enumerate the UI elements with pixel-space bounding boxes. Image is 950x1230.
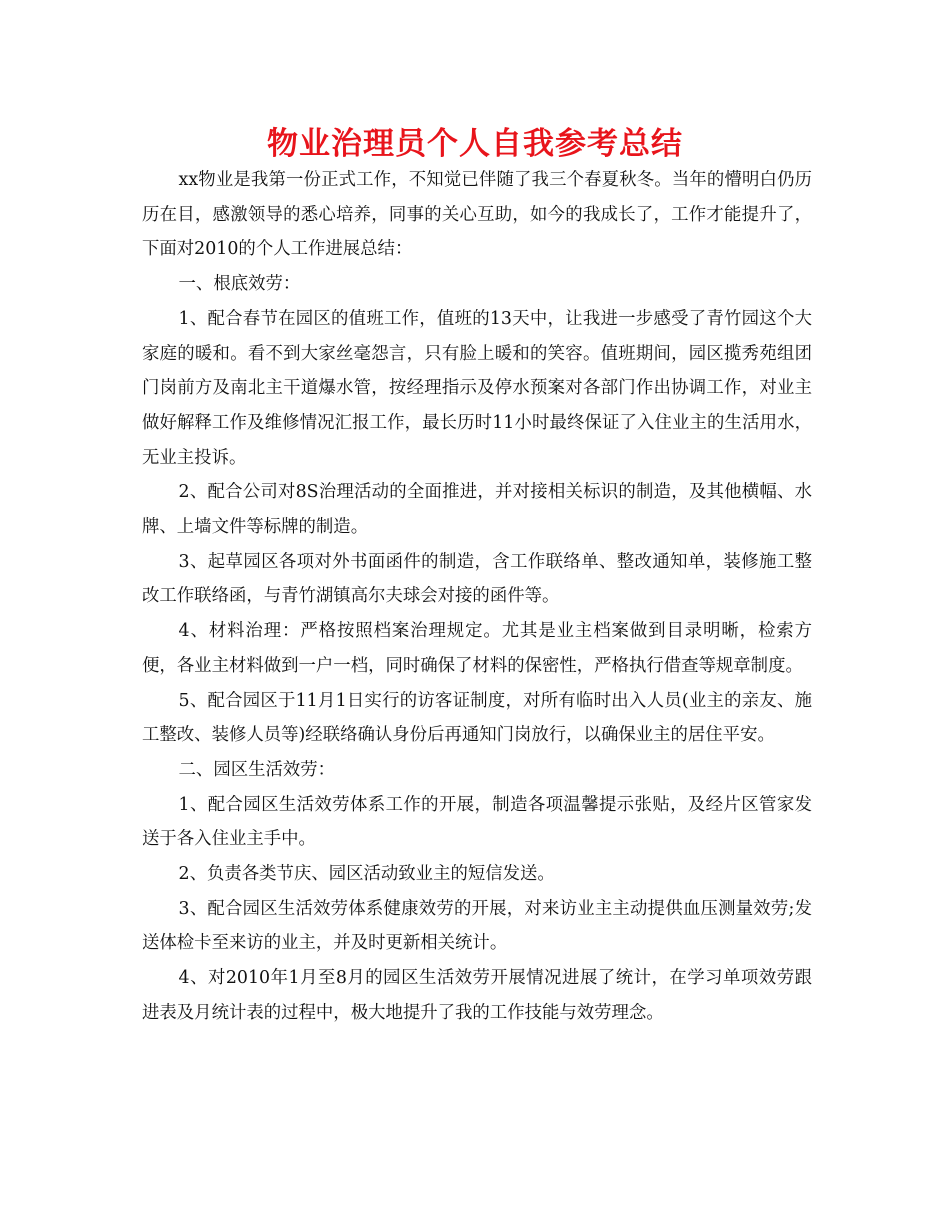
paragraph-intro: xx物业是我第一份正式工作，不知觉已伴随了我三个春夏秋冬。当年的懵明白仍历历在目，感激领导的悉心培养，同事的关心互助，如今的我成长了，工作才能提升了，下面对2010的个人工作进展总结： bbox=[142, 170, 812, 260]
section-heading-life-service: 二、园区生活效劳： bbox=[178, 759, 336, 780]
paragraph-life-3: 3、配合园区生活效劳体系健康效劳的开展，对来访业主主动提供血压测量效劳;发送体检卡至来访的业主，并及时更新相关统计。 bbox=[142, 898, 812, 954]
document-body bbox=[142, 163, 812, 1031]
paragraph-basic-5: 5、配合园区于11月1日实行的访客证制度，对所有临时出入人员(业主的亲友、施工整改、装修人员等)经联络确认身份后再通知门岗放行，以确保业主的居住平安。 bbox=[142, 690, 812, 746]
paragraph-basic-2: 2、配合公司对8S治理活动的全面推进，并对接相关标识的制造，及其他横幅、水牌、上墙文件等标牌的制造。 bbox=[142, 482, 812, 538]
paragraph-basic-4: 4、材料治理：严格按照档案治理规定。尤其是业主档案做到目录明晰，检索方便，各业主材料做到一户一档，同时确保了材料的保密性，严格执行借查等规章制度。 bbox=[142, 621, 812, 676]
paragraph-life-1: 1、配合园区生活效劳体系工作的开展，制造各项温馨提示张贴，及经片区管家发送于各入住业主手中。 bbox=[142, 794, 812, 850]
paragraph-basic-1: 1、配合春节在园区的值班工作，值班的13天中，让我进一步感受了青竹园这个大家庭的暖和。看不到大家丝毫怨言，只有脸上暖和的笑容。值班期间，园区揽秀苑组团门岗前方及南北主干道爆水管，按经理指示及停水预案对各部门作出协调工作，对业主做好解释工作及维修情况汇报工作，最长历时11小时最终保证了入住业主的生活用水，无业主投诉。 bbox=[142, 308, 812, 468]
section-heading-basic-service: 一、根底效劳： bbox=[178, 274, 301, 295]
paragraph-life-4: 4、对2010年1月至8月的园区生活效劳开展情况进展了统计，在学习单项效劳跟进表及月统计表的过程中，极大地提升了我的工作技能与效劳理念。 bbox=[142, 968, 812, 1023]
paragraph-life-2: 2、负责各类节庆、园区活动致业主的短信发送。 bbox=[178, 864, 555, 885]
document-title: 物业治理员个人自我参考总结 bbox=[267, 126, 683, 162]
paragraph-basic-3: 3、起草园区各项对外书面函件的制造，含工作联络单、整改通知单，装修施工整改工作联络函，与青竹湖镇高尔夫球会对接的函件等。 bbox=[142, 551, 812, 607]
